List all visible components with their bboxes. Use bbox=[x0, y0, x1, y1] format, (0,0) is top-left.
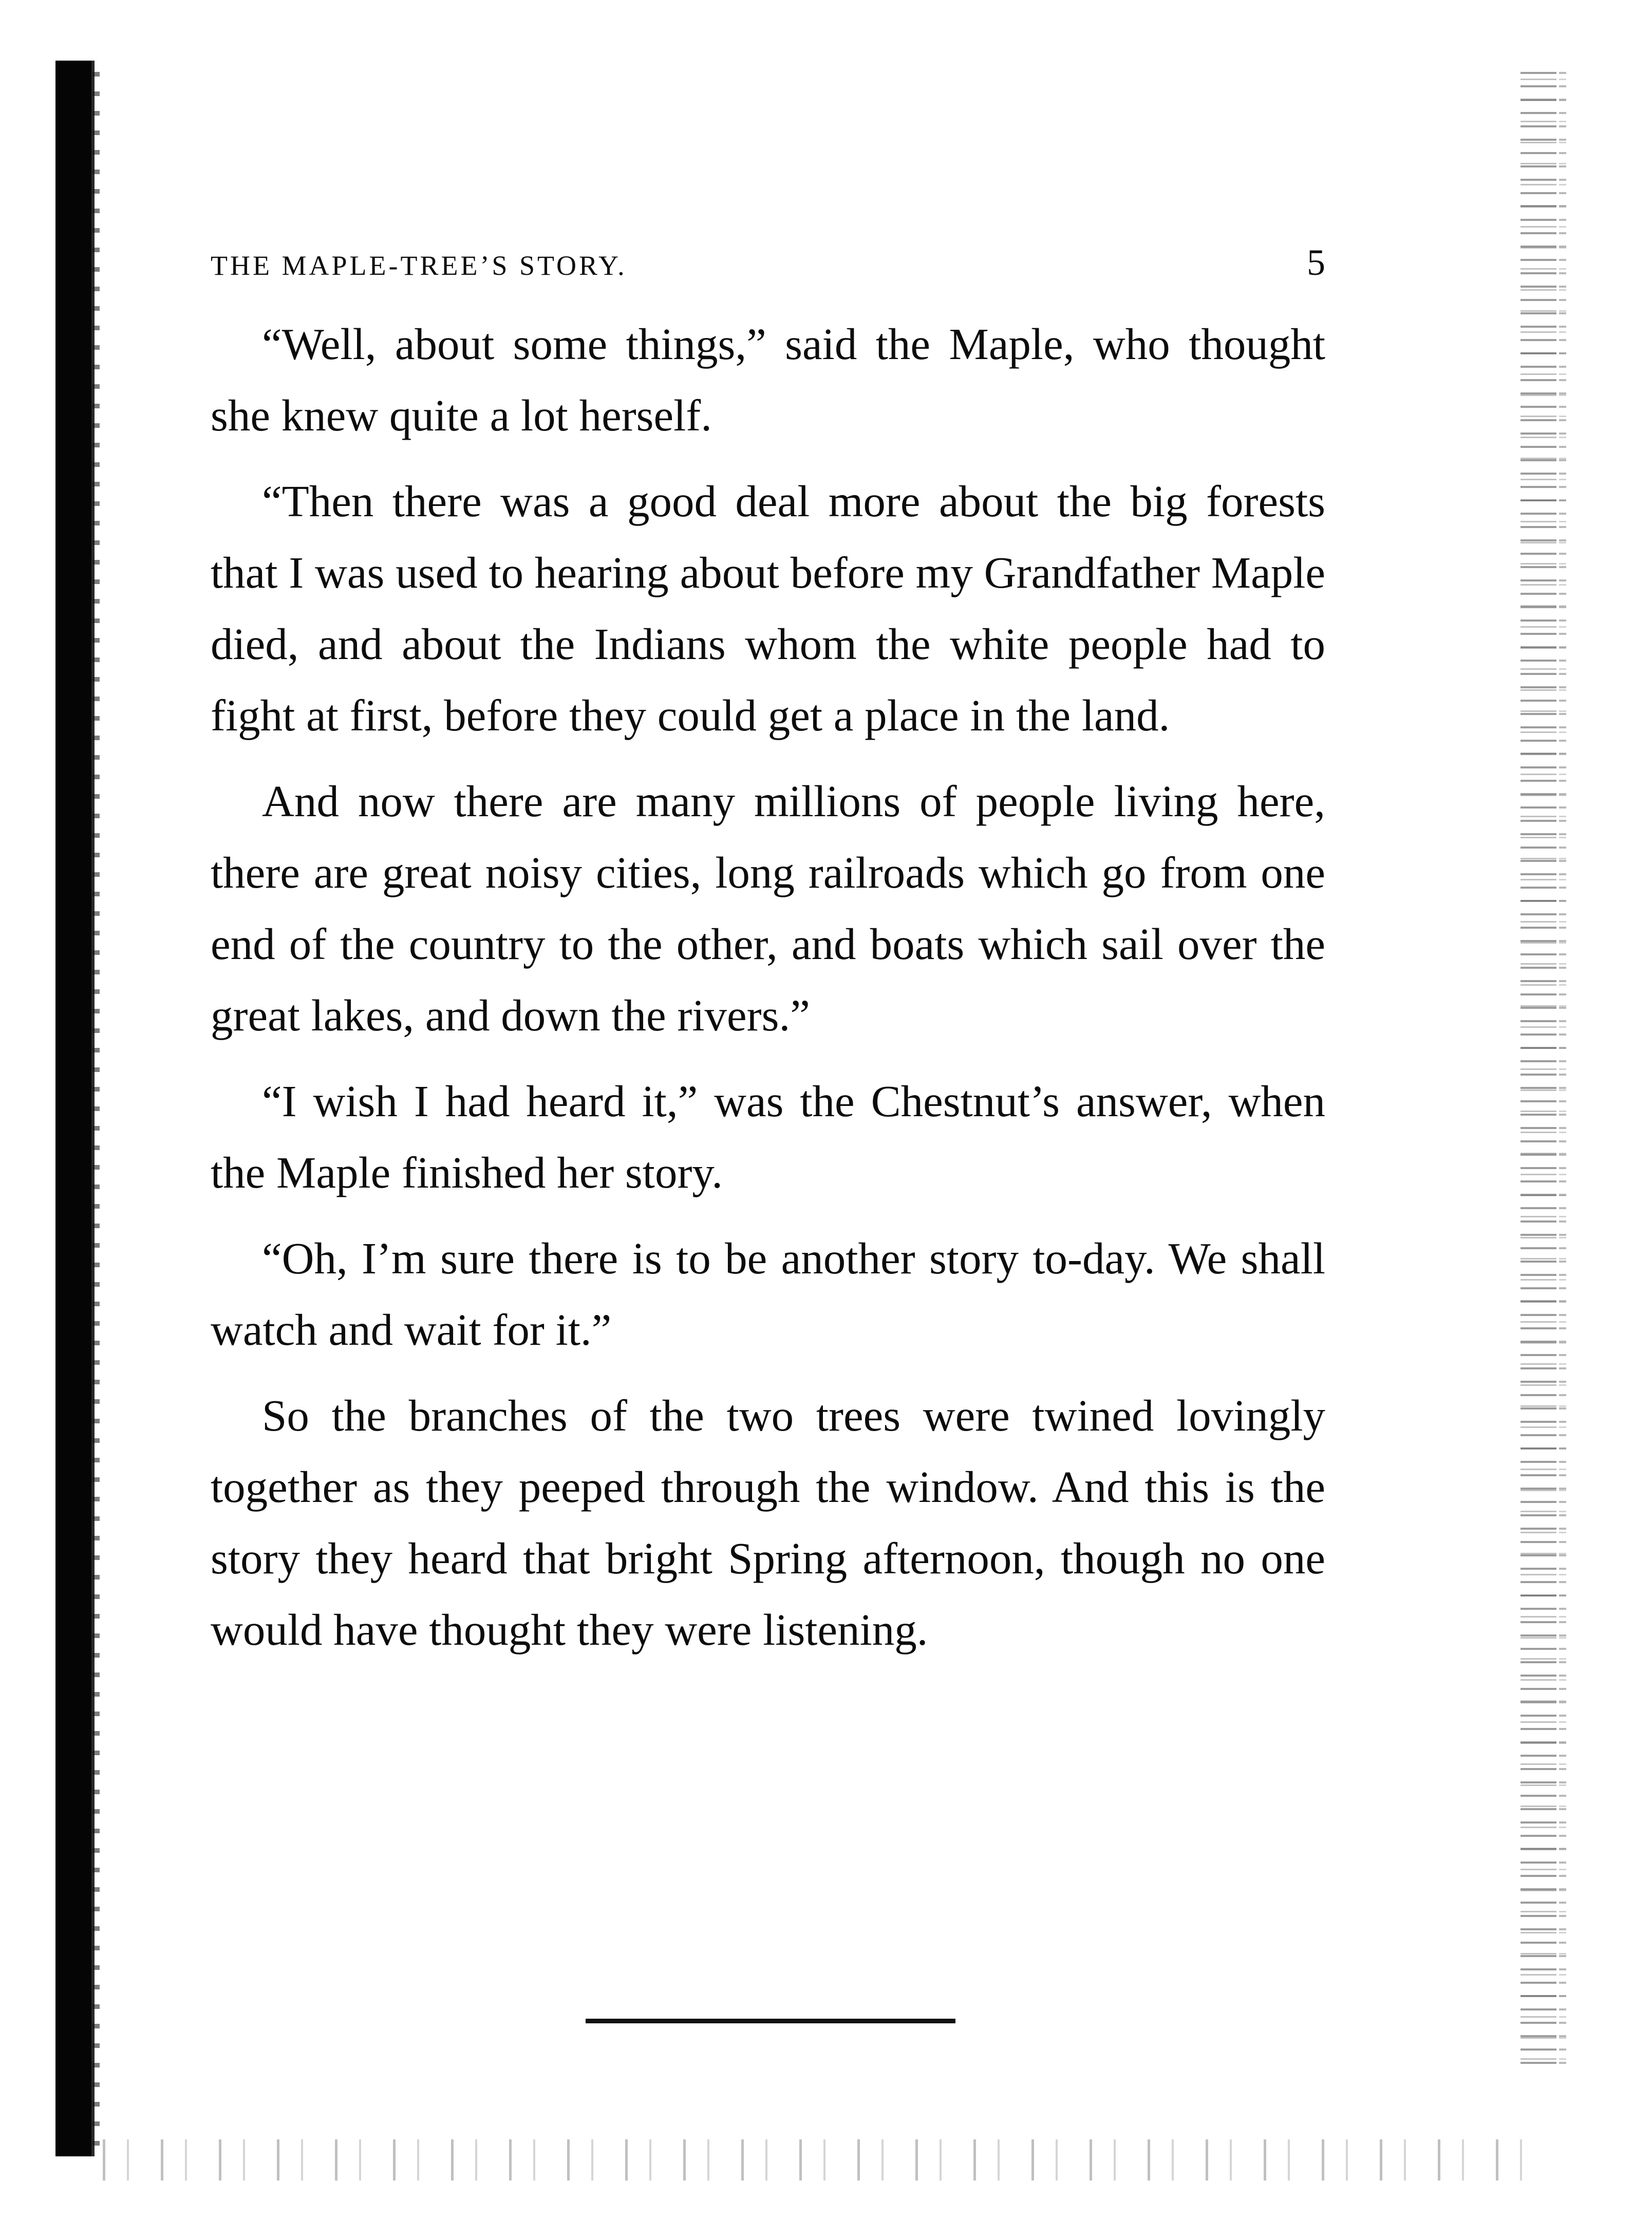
paragraph-2: “Then there was a good deal more about the big forests that I was used to hearing about before my Grandfather Maple died, and about the Indians whom the white people had to fight at first, before they could get a place in the land. bbox=[211, 476, 1325, 740]
running-title: THE MAPLE-TREE’S STORY. bbox=[211, 250, 627, 281]
bottom-edge-scan-noise bbox=[103, 2139, 1541, 2181]
section-end-rule bbox=[586, 2019, 955, 2023]
right-edge-scan-noise-outer bbox=[1559, 72, 1566, 2075]
spine-scan-noise bbox=[92, 72, 100, 2147]
book-spine-shadow bbox=[55, 61, 95, 2156]
right-edge-scan-noise bbox=[1520, 72, 1556, 2075]
running-head bbox=[211, 241, 1325, 288]
paragraph-6: So the branches of the two trees were twined lovingly together as they peeped through the window. And this is the story they heard that bright Spring afternoon, though no one would have thought they were listening. bbox=[211, 1390, 1325, 1655]
paragraph-5: “Oh, I’m sure there is to be another story to-day. We shall watch and wait for it.” bbox=[211, 1233, 1325, 1355]
body-text bbox=[211, 308, 1325, 1680]
paragraph-4: “I wish I had heard it,” was the Chestnut’s answer, when the Maple finished her story. bbox=[211, 1076, 1325, 1197]
paragraph-3: And now there are many millions of people living here, there are great noisy cities, long railroads which go from one end of the country to the other, and boats which sail over the great lakes, and down the rivers.” bbox=[211, 776, 1325, 1040]
paragraph-1: “Well, about some things,” said the Maple, who thought she knew quite a lot herself. bbox=[211, 319, 1325, 440]
page-number: 5 bbox=[1307, 242, 1325, 283]
